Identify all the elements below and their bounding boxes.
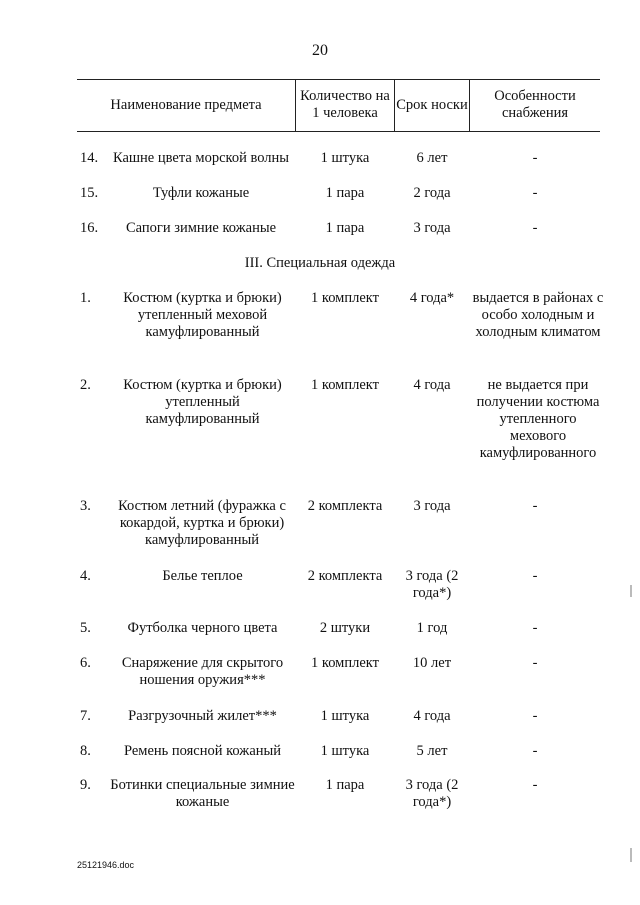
item-name: Сапоги зимние кожаные xyxy=(125,220,277,236)
item-name: Снаряжение для скрытого ношения оружия*** xyxy=(121,655,284,688)
item-term: 6 лет xyxy=(416,150,448,166)
item-features: - xyxy=(532,708,538,724)
page-number: 20 xyxy=(312,42,328,59)
item-quantity: 1 комплект xyxy=(311,655,379,671)
item-term: 4 года xyxy=(413,377,451,393)
item-term: 4 года xyxy=(413,708,451,724)
item-quantity: 1 комплект xyxy=(311,290,379,306)
item-features: - xyxy=(532,568,538,584)
item-features: - xyxy=(532,150,538,166)
footer-filename: 25121946.doc xyxy=(77,860,135,870)
row-number: 5. xyxy=(80,620,91,636)
item-term: 10 лет xyxy=(412,655,452,671)
item-quantity: 1 штука xyxy=(320,150,370,166)
item-quantity: 1 штука xyxy=(320,743,370,759)
row-number: 4. xyxy=(80,568,91,584)
item-features: - xyxy=(532,185,538,201)
table-header-bottom-rule xyxy=(77,131,600,132)
item-features: - xyxy=(532,220,538,236)
row-number: 14. xyxy=(80,150,99,166)
row-number: 1. xyxy=(80,290,91,306)
item-features: выдается в районах с особо холодным и холодным климатом xyxy=(472,290,604,340)
row-number: 8. xyxy=(80,743,91,759)
header-wear-term: Срок носки xyxy=(396,96,468,113)
item-quantity: 1 пара xyxy=(325,220,365,236)
header-supply-features: Особенности снабжения xyxy=(494,88,576,121)
row-number: 15. xyxy=(80,185,99,201)
item-features: - xyxy=(532,498,538,514)
scan-artifact xyxy=(630,585,632,597)
item-term: 3 года xyxy=(413,220,451,236)
item-name: Туфли кожаные xyxy=(152,185,250,201)
item-quantity: 1 пара xyxy=(325,777,365,793)
item-features: - xyxy=(532,655,538,671)
item-name: Ремень поясной кожаный xyxy=(123,743,282,759)
header-quantity: Количество на 1 человека xyxy=(300,88,390,121)
item-term: 3 года (2 года*) xyxy=(405,777,459,810)
item-term: 3 года (2 года*) xyxy=(405,568,459,601)
row-number: 2. xyxy=(80,377,91,393)
item-quantity: 2 комплекта xyxy=(307,568,383,584)
item-quantity: 1 штука xyxy=(320,708,370,724)
item-term: 4 года* xyxy=(409,290,455,306)
item-quantity: 1 комплект xyxy=(311,377,379,393)
item-term: 2 года xyxy=(413,185,451,201)
row-number: 3. xyxy=(80,498,91,514)
item-quantity: 2 штуки xyxy=(319,620,371,636)
row-number: 9. xyxy=(80,777,91,793)
item-features: - xyxy=(532,777,538,793)
item-term: 5 лет xyxy=(416,743,448,759)
item-name: Разгрузочный жилет*** xyxy=(128,708,277,724)
item-name: Костюм летний (фуражка с кокардой, куртка и брюки) камуфлированный xyxy=(118,498,286,548)
item-term: 3 года xyxy=(413,498,451,514)
item-quantity: 1 пара xyxy=(325,185,365,201)
item-quantity: 2 комплекта xyxy=(307,498,383,514)
row-number: 16. xyxy=(80,220,99,236)
item-name: Костюм (куртка и брюки) утепленный меховой камуфлированный xyxy=(123,290,282,340)
item-features: - xyxy=(532,620,538,636)
item-name: Белье теплое xyxy=(162,568,243,584)
item-name: Костюм (куртка и брюки) утепленный камуфлированный xyxy=(123,377,282,427)
header-item-name: Наименование предмета xyxy=(110,96,262,113)
section-title: III. Специальная одежда xyxy=(244,255,396,271)
item-name: Футболка черного цвета xyxy=(127,620,278,636)
scan-artifact xyxy=(630,848,632,862)
row-number: 7. xyxy=(80,708,91,724)
item-features: не выдается при получении костюма утепленного мехового камуфлированного xyxy=(476,377,600,461)
item-features: - xyxy=(532,743,538,759)
item-name: Кашне цвета морской волны xyxy=(112,150,290,166)
item-name: Ботинки специальные зимние кожаные xyxy=(110,777,295,810)
item-term: 1 год xyxy=(416,620,448,636)
row-number: 6. xyxy=(80,655,91,671)
